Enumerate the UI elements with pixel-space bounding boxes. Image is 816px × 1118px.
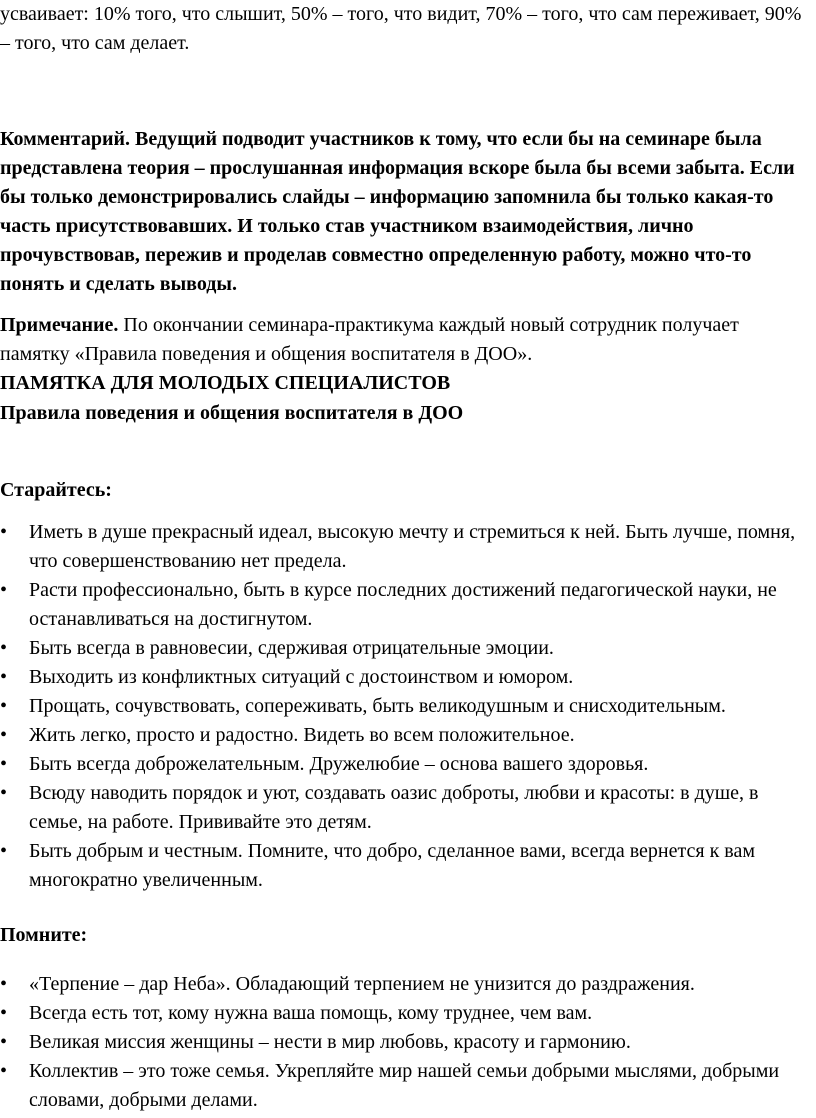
list-item bbox=[0, 634, 812, 663]
bullet-icon: • bbox=[0, 579, 8, 601]
list-item-text: Великая миссия женщины – нести в мир любовь, красоту и гармонию. bbox=[29, 1031, 631, 1053]
bullet-icon: • bbox=[0, 1031, 8, 1053]
list-item bbox=[0, 663, 812, 692]
list-item-text: Всегда есть тот, кому нужна ваша помощь, кому труднее, чем вам. bbox=[29, 1002, 593, 1024]
list-item-text: Прощать, сочувствовать, сопереживать, быть великодушным и снисходительным. bbox=[29, 695, 726, 717]
bullet-icon: • bbox=[0, 973, 8, 995]
list-item bbox=[0, 1028, 812, 1057]
bullet-icon: • bbox=[0, 666, 8, 688]
list-item-text: Быть всегда в равновесии, сдерживая отрицательные эмоции. bbox=[29, 637, 554, 659]
list-item bbox=[0, 779, 812, 837]
bullet-icon: • bbox=[0, 637, 8, 659]
intro-text: усваивает: 10% того, что слышит, 50% – того, что видит, 70% – того, что сам переживает, 90% – того, что сам делает. bbox=[0, 3, 802, 54]
list-item-text: Выходить из конфликтных ситуаций с достоинством и юмором. bbox=[29, 666, 574, 688]
memo-title: ПАМЯТКА ДЛЯ МОЛОДЫХ СПЕЦИАЛИСТОВ bbox=[0, 372, 451, 394]
list-item-text: Быть всегда доброжелательным. Дружелюбие – основа вашего здоровья. bbox=[29, 753, 649, 775]
bullet-icon: • bbox=[0, 1060, 8, 1082]
comment-paragraph bbox=[0, 125, 812, 299]
remember-list bbox=[0, 970, 812, 1115]
list-item bbox=[0, 721, 812, 750]
comment-text: Комментарий. Ведущий подводит участников к тому, что если бы на семинаре была представлена теория – прослушанная информация вскоре была бы всеми забыта. Если бы только демонстрировались слайды – информацию запомнила бы только какая-то часть присутствовавших. И только став участником взаимодействия, лично прочувствовав, пережив и проделав совместно определенную работу, можно что-то понять и сделать выводы. bbox=[0, 128, 795, 295]
list-item-text: Расти профессионально, быть в курсе последних достижений педагогической науки, не останавливаться на достигнутом. bbox=[29, 579, 777, 630]
note-text bbox=[0, 311, 812, 369]
try-list bbox=[0, 518, 812, 895]
try-heading: Старайтесь: bbox=[0, 479, 112, 501]
memo-title-block bbox=[0, 369, 812, 398]
list-item bbox=[0, 999, 812, 1028]
remember-heading: Помните: bbox=[0, 924, 88, 946]
list-item bbox=[0, 750, 812, 779]
intro-paragraph bbox=[0, 0, 812, 58]
list-item-text: «Терпение – дар Неба». Обладающий терпением не унизится до раздражения. bbox=[29, 973, 695, 995]
try-heading-block bbox=[0, 476, 812, 505]
list-item bbox=[0, 1057, 812, 1115]
bullet-icon: • bbox=[0, 521, 8, 543]
memo-subtitle-block bbox=[0, 399, 812, 428]
bullet-icon: • bbox=[0, 753, 8, 775]
bullet-icon: • bbox=[0, 782, 8, 804]
list-item-text: Иметь в душе прекрасный идеал, высокую мечту и стремиться к ней. Быть лучше, помня, что совершенствованию нет предела. bbox=[29, 521, 796, 572]
list-item-text: Жить легко, просто и радостно. Видеть во всем положительное. bbox=[29, 724, 575, 746]
list-item bbox=[0, 518, 812, 576]
bullet-icon: • bbox=[0, 724, 8, 746]
list-item bbox=[0, 576, 812, 634]
list-item bbox=[0, 970, 812, 999]
list-item bbox=[0, 692, 812, 721]
note-label: Примечание. bbox=[0, 314, 119, 336]
bullet-icon: • bbox=[0, 840, 8, 862]
bullet-icon: • bbox=[0, 1002, 8, 1024]
list-item-text: Коллектив – это тоже семья. Укрепляйте мир нашей семьи добрыми мыслями, добрыми словами, добрыми делами. bbox=[29, 1060, 780, 1111]
memo-subtitle: Правила поведения и общения воспитателя в ДОО bbox=[0, 402, 464, 424]
remember-heading-block bbox=[0, 921, 812, 950]
list-item bbox=[0, 837, 812, 895]
list-item-text: Всюду наводить порядок и уют, создавать оазис доброты, любви и красоты: в душе, в семье, на работе. Прививайте это детям. bbox=[29, 782, 759, 833]
list-item-text: Быть добрым и честным. Помните, что добро, сделанное вами, всегда вернется к вам многократно увеличенным. bbox=[29, 840, 755, 891]
bullet-icon: • bbox=[0, 695, 8, 717]
note-body: По окончании семинара-практикума каждый новый сотрудник получает памятку «Правила поведения и общения воспитателя в ДОО». bbox=[0, 314, 739, 365]
note-paragraph bbox=[0, 311, 812, 369]
